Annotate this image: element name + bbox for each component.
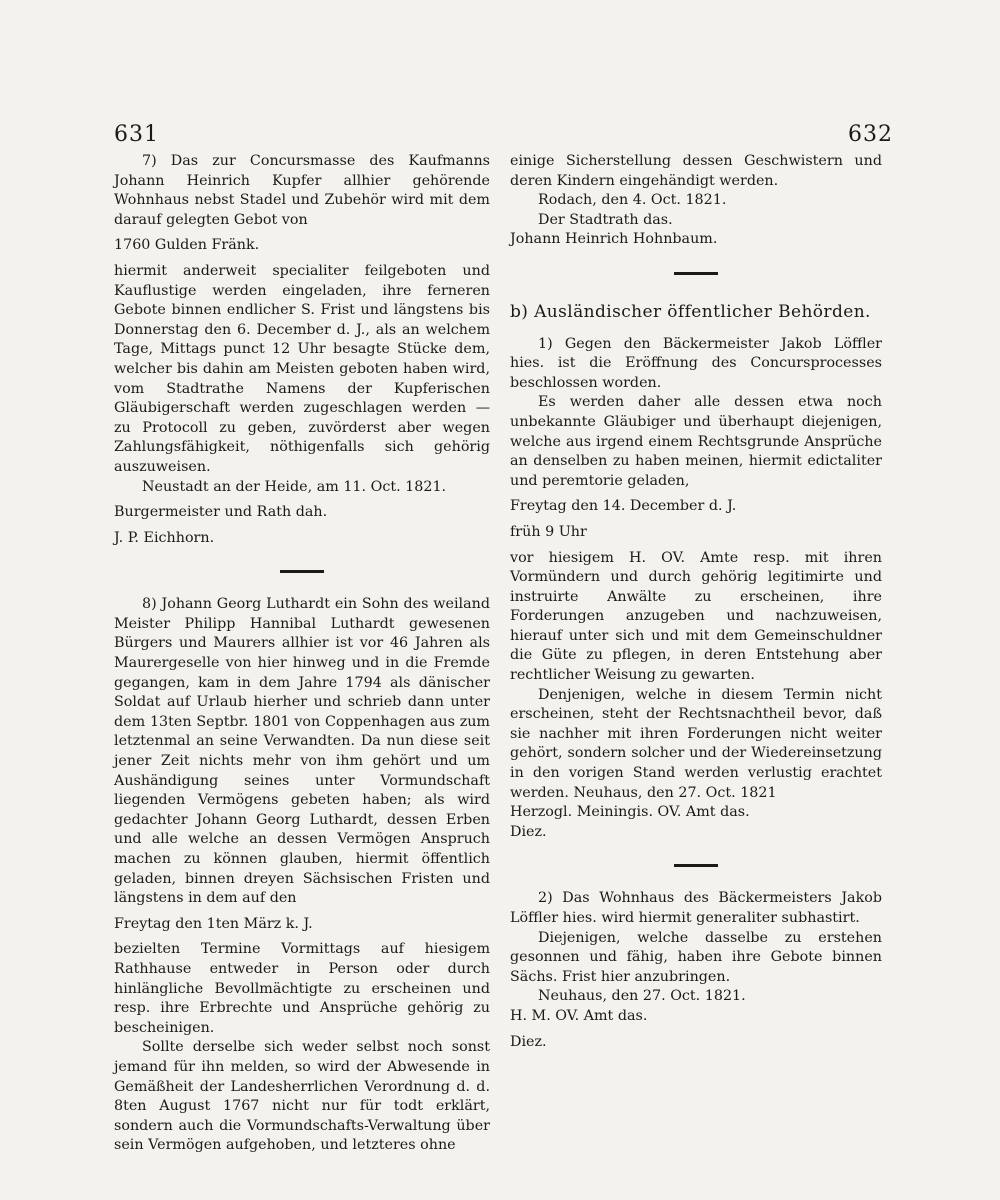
notice-8-body2: Sollte derselbe sich weder selbst noch sonst jemand für ihn melden, so wird der Abwesende in Gemäßheit der Landesherrlichen Verordnung d. d. 8ten August 1767 nicht nur für todt erklärt, sondern auch die Vormundschafts-Verwaltung über sein Vermögen aufgehoben, und letzteres ohne [114, 1039, 490, 1154]
notice-1-signature: Diez. [510, 823, 547, 840]
divider [674, 272, 718, 275]
divider [674, 864, 718, 867]
notice-2-authority: H. M. OV. Amt das. [510, 1007, 648, 1024]
notice-7-amount: 1760 Gulden Fränk. [114, 237, 260, 254]
left-column [114, 152, 490, 1156]
page-number-left: 631 [114, 122, 159, 147]
notice-1-body: Es werden daher alle dessen etwa noch unbekannte Gläubiger und überhaupt diejenigen, welche aus irgend einem Rechtsgrunde Ansprüche an denselben zu haben meinen, hiermit edictaliter und peremtorie geladen, [510, 394, 882, 489]
notice-1-authority: Herzogl. Meiningis. OV. Amt das. [510, 804, 750, 821]
continuation-authority: Der Stadtrath das. [538, 211, 673, 228]
notice-1-time: früh 9 Uhr [510, 523, 587, 540]
divider [280, 570, 324, 573]
notice-7-authority: Burgermeister und Rath dah. [114, 504, 328, 521]
notice-7-signature: J. P. Eichhorn. [114, 529, 215, 546]
notice-1-body3: Denjenigen, welche in diesem Termin nicht erscheinen, steht der Rechtsnachtheil bevor, daß sie nachher mit ihren Forderungen nicht weiter gehört, sondern solcher und der Wiedereinsetzung in den vorigen Stand werden verlustig erachtet werden. Neuhaus, den 27. Oct. 1821 [510, 686, 882, 801]
continuation-signature: Johann Heinrich Hohnbaum. [510, 231, 718, 248]
notice-2-text: 2) Das Wohnhaus des Bäckermeisters Jakob Löffler hies. wird hiermit generaliter subhastirt. [510, 890, 882, 926]
notice-1-text: 1) Gegen den Bäckermeister Jakob Löffler hies. ist die Eröffnung des Concursprocesses beschlossen worden. [510, 335, 882, 391]
notice-2-body: Diejenigen, welche dasselbe zu erstehen gesonnen und fähig, haben ihre Gebote binnen Sächs. Frist hier anzubringen. [510, 929, 882, 985]
notice-2-place-date: Neuhaus, den 27. Oct. 1821. [538, 988, 746, 1005]
notice-8-date: Freytag den 1ten März k. J. [114, 915, 313, 932]
notice-7-text: 7) Das zur Concursmasse des Kaufmanns Johann Heinrich Kupfer allhier gehörende Wohnhaus nebst Stadel und Zubehör wird mit dem darauf gelegten Gebot von [114, 153, 490, 228]
right-column [510, 152, 882, 1058]
continuation-text: einige Sicherstellung dessen Geschwistern und deren Kindern eingehändigt werden. [510, 153, 882, 189]
notice-1-body2: vor hiesigem H. OV. Amte resp. mit ihren Vormündern und durch gehörig legitimirte und instruirte Anwälte zu erscheinen, ihre Forderungen anzugeben und nachzuweisen, hierauf unter sich und mit dem Gemeinschuldner die Güte zu pflegen, in deren Entstehung aber rechtlicher Weisung zu gewarten. [510, 549, 882, 684]
notice-2-signature: Diez. [510, 1033, 547, 1050]
notice-8-text: 8) Johann Georg Luthardt ein Sohn des weiland Meister Philipp Hannibal Luthardt gewesenen Bürgers und Maurers allhier ist vor 46 Jahren als Maurergeselle von hier hinweg und in die Fremde gegangen, kam in dem Jahre 1794 als dänischer Soldat auf Urlaub hierher und schrieb dann unter dem 13ten Septbr. 1801 von Coppenhagen aus zum letztenmal an seine Verwandten. Da nun diese seit jener Zeit nichts mehr von ihm gehört und um Aushändigung seines unter Vormundschaft liegenden Vermögens gebeten haben; als wird gedachter Johann Georg Luthardt, dessen Erben und alle welche an dessen Vermögen Anspruch machen zu können glauben, hiermit öffentlich geladen, binnen dreyen Sächsischen Fristen und längstens in dem auf den [114, 596, 490, 907]
continuation-place-date: Rodach, den 4. Oct. 1821. [538, 192, 727, 209]
section-heading: b) Ausländischer öffentlicher Behörden. [510, 301, 871, 322]
notice-1-date: Freytag den 14. December d. J. [510, 498, 737, 515]
page-number-right: 632 [848, 122, 893, 147]
notice-8-body: bezielten Termine Vormittags auf hiesigem Rathhause entweder in Person oder durch hinlängliche Bevollmächtigte zu erscheinen und resp. ihre Erbrechte und Ansprüche gehörig zu bescheinigen. [114, 941, 490, 1036]
notice-7-place-date: Neustadt an der Heide, am 11. Oct. 1821. [142, 478, 447, 495]
notice-7-body: hiermit anderweit specialiter feilgeboten und Kauflustige werden eingeladen, ihre ferneren Gebote binnen endlicher S. Frist und längstens bis Donnerstag den 6. December d. J., als an welchem Tage, Mittags punct 12 Uhr besagte Stücke dem, welcher bis dahin am Meisten geboten haben wird, vom Stadtrathe Namens der Kupferischen Gläubigerschaft werden zugeschlagen werden — zu Protocoll zu geben, zuvörderst aber wegen Zahlungsfähigkeit, nöthigenfalls sich gehörig auszuweisen. [114, 262, 490, 475]
